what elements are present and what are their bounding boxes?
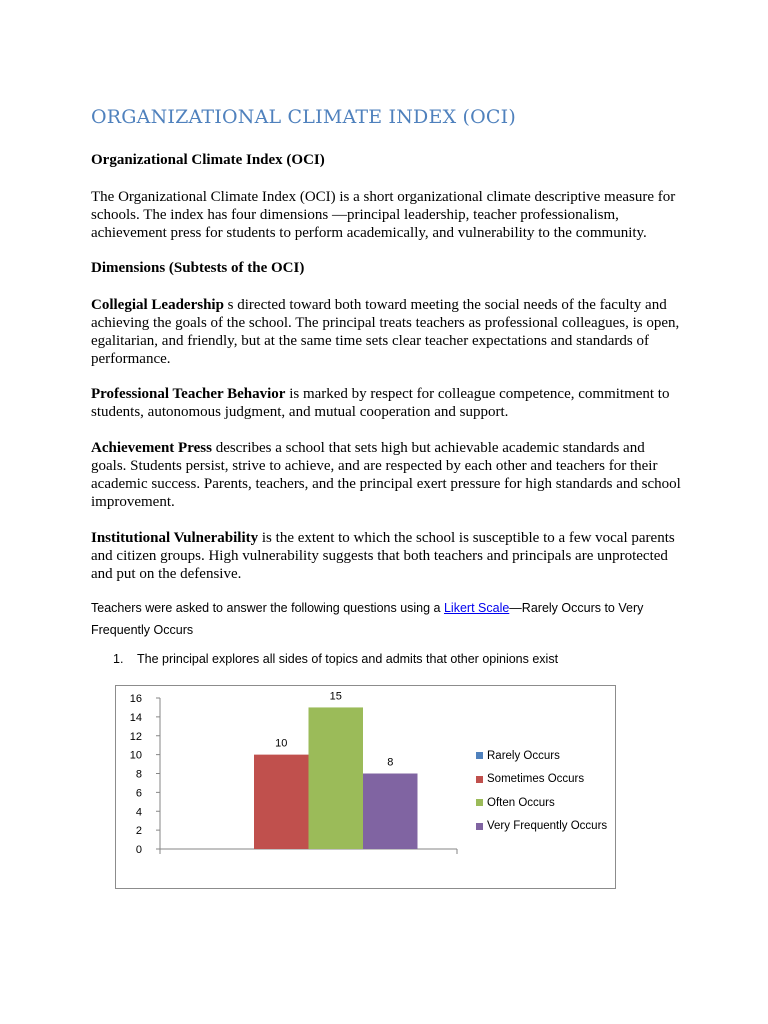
data-label: 8 (387, 756, 394, 769)
legend-swatch (476, 823, 483, 830)
y-tick-label: 0 (135, 844, 142, 856)
legend-label: Sometimes Occurs (487, 773, 585, 786)
question-text: The principal explores all sides of topics and admits that other opinions exist (137, 652, 559, 666)
likert-scale-link[interactable]: Likert Scale (443, 601, 510, 615)
y-tick-label: 12 (129, 730, 142, 743)
dimension-collegial-leadership (91, 296, 681, 368)
data-label: 15 (329, 690, 342, 703)
legend-item (476, 791, 607, 815)
dimension-term: Institutional Vulnerability (91, 530, 259, 546)
legend-label: Rarely Occurs (487, 749, 560, 762)
legend-label: Very Frequently Occurs (487, 820, 608, 833)
y-tick-label: 16 (129, 693, 142, 705)
bar-very-frequently-occurs (363, 774, 418, 850)
dimension-text: is the extent to which the school is susceptible to a few vocal parents and citizen groups. High vulnerability suggests that both teachers and principals are unprotected and put on the defensive. (91, 530, 675, 582)
y-tick-label: 14 (129, 711, 142, 724)
y-tick-label: 8 (135, 768, 142, 781)
dimension-institutional-vulnerability (91, 529, 681, 583)
y-tick-label: 4 (135, 806, 142, 819)
dimension-text: is marked by respect for colleague competence, commitment to students, autonomous judgment, and mutual cooperation and support. (91, 386, 670, 420)
question-number: 1. (113, 652, 124, 666)
dimension-text: describes a school that sets high but achievable academic standards and goals. Students persist, strive to achieve, and are respected by each other and teachers for their academic success. Parents, teachers, and the principal exert pressure for high standards and school improvement. (91, 440, 681, 510)
y-tick-label: 2 (135, 825, 142, 838)
document-title: ORGANIZATIONAL CLIMATE INDEX (OCI) (91, 106, 516, 128)
dimension-term: Collegial Leadership (91, 297, 224, 313)
legend-swatch (476, 799, 483, 806)
legend-swatch (476, 776, 483, 783)
dimension-term: Achievement Press (91, 440, 212, 456)
legend-label: Often Occurs (487, 796, 555, 809)
question-1 (113, 652, 558, 666)
chart-legend (476, 744, 607, 838)
legend-swatch (476, 752, 483, 759)
legend-item (476, 815, 607, 839)
legend-item (476, 744, 607, 768)
dimensions-heading: Dimensions (Subtests of the OCI) (91, 260, 305, 276)
instructions-text: Teachers were asked to answer the following questions using a (91, 601, 444, 615)
y-tick-label: 10 (129, 749, 142, 762)
intro-paragraph: The Organizational Climate Index (OCI) is a short organizational climate descriptive measure for schools. The index has four dimensions —principal leadership, teacher professionalism, achievement press for students to perform academically, and vulnerability to the community. (91, 189, 676, 241)
dimension-achievement-press (91, 439, 681, 511)
dimension-professional-teacher-behavior (91, 385, 681, 421)
bar-often-occurs (309, 707, 364, 849)
subtitle: Organizational Climate Index (OCI) (91, 152, 325, 168)
legend-item (476, 768, 607, 792)
dimension-text: s directed toward both toward meeting the social needs of the faculty and achieving the goals of the school. The principal treats teachers as professional colleagues, is open, egalitarian, and friendly, but at the same time sets clear teacher expectations and standards of performance. (91, 297, 680, 367)
instructions (91, 597, 651, 641)
bar-sometimes-occurs (254, 755, 309, 849)
instructions-text-end: —Rarely Occurs to Very Frequently Occurs (91, 601, 644, 637)
dimension-term: Professional Teacher Behavior (91, 386, 286, 402)
data-label: 10 (275, 737, 288, 750)
y-tick-label: 6 (135, 787, 142, 800)
bar-chart (115, 685, 616, 889)
